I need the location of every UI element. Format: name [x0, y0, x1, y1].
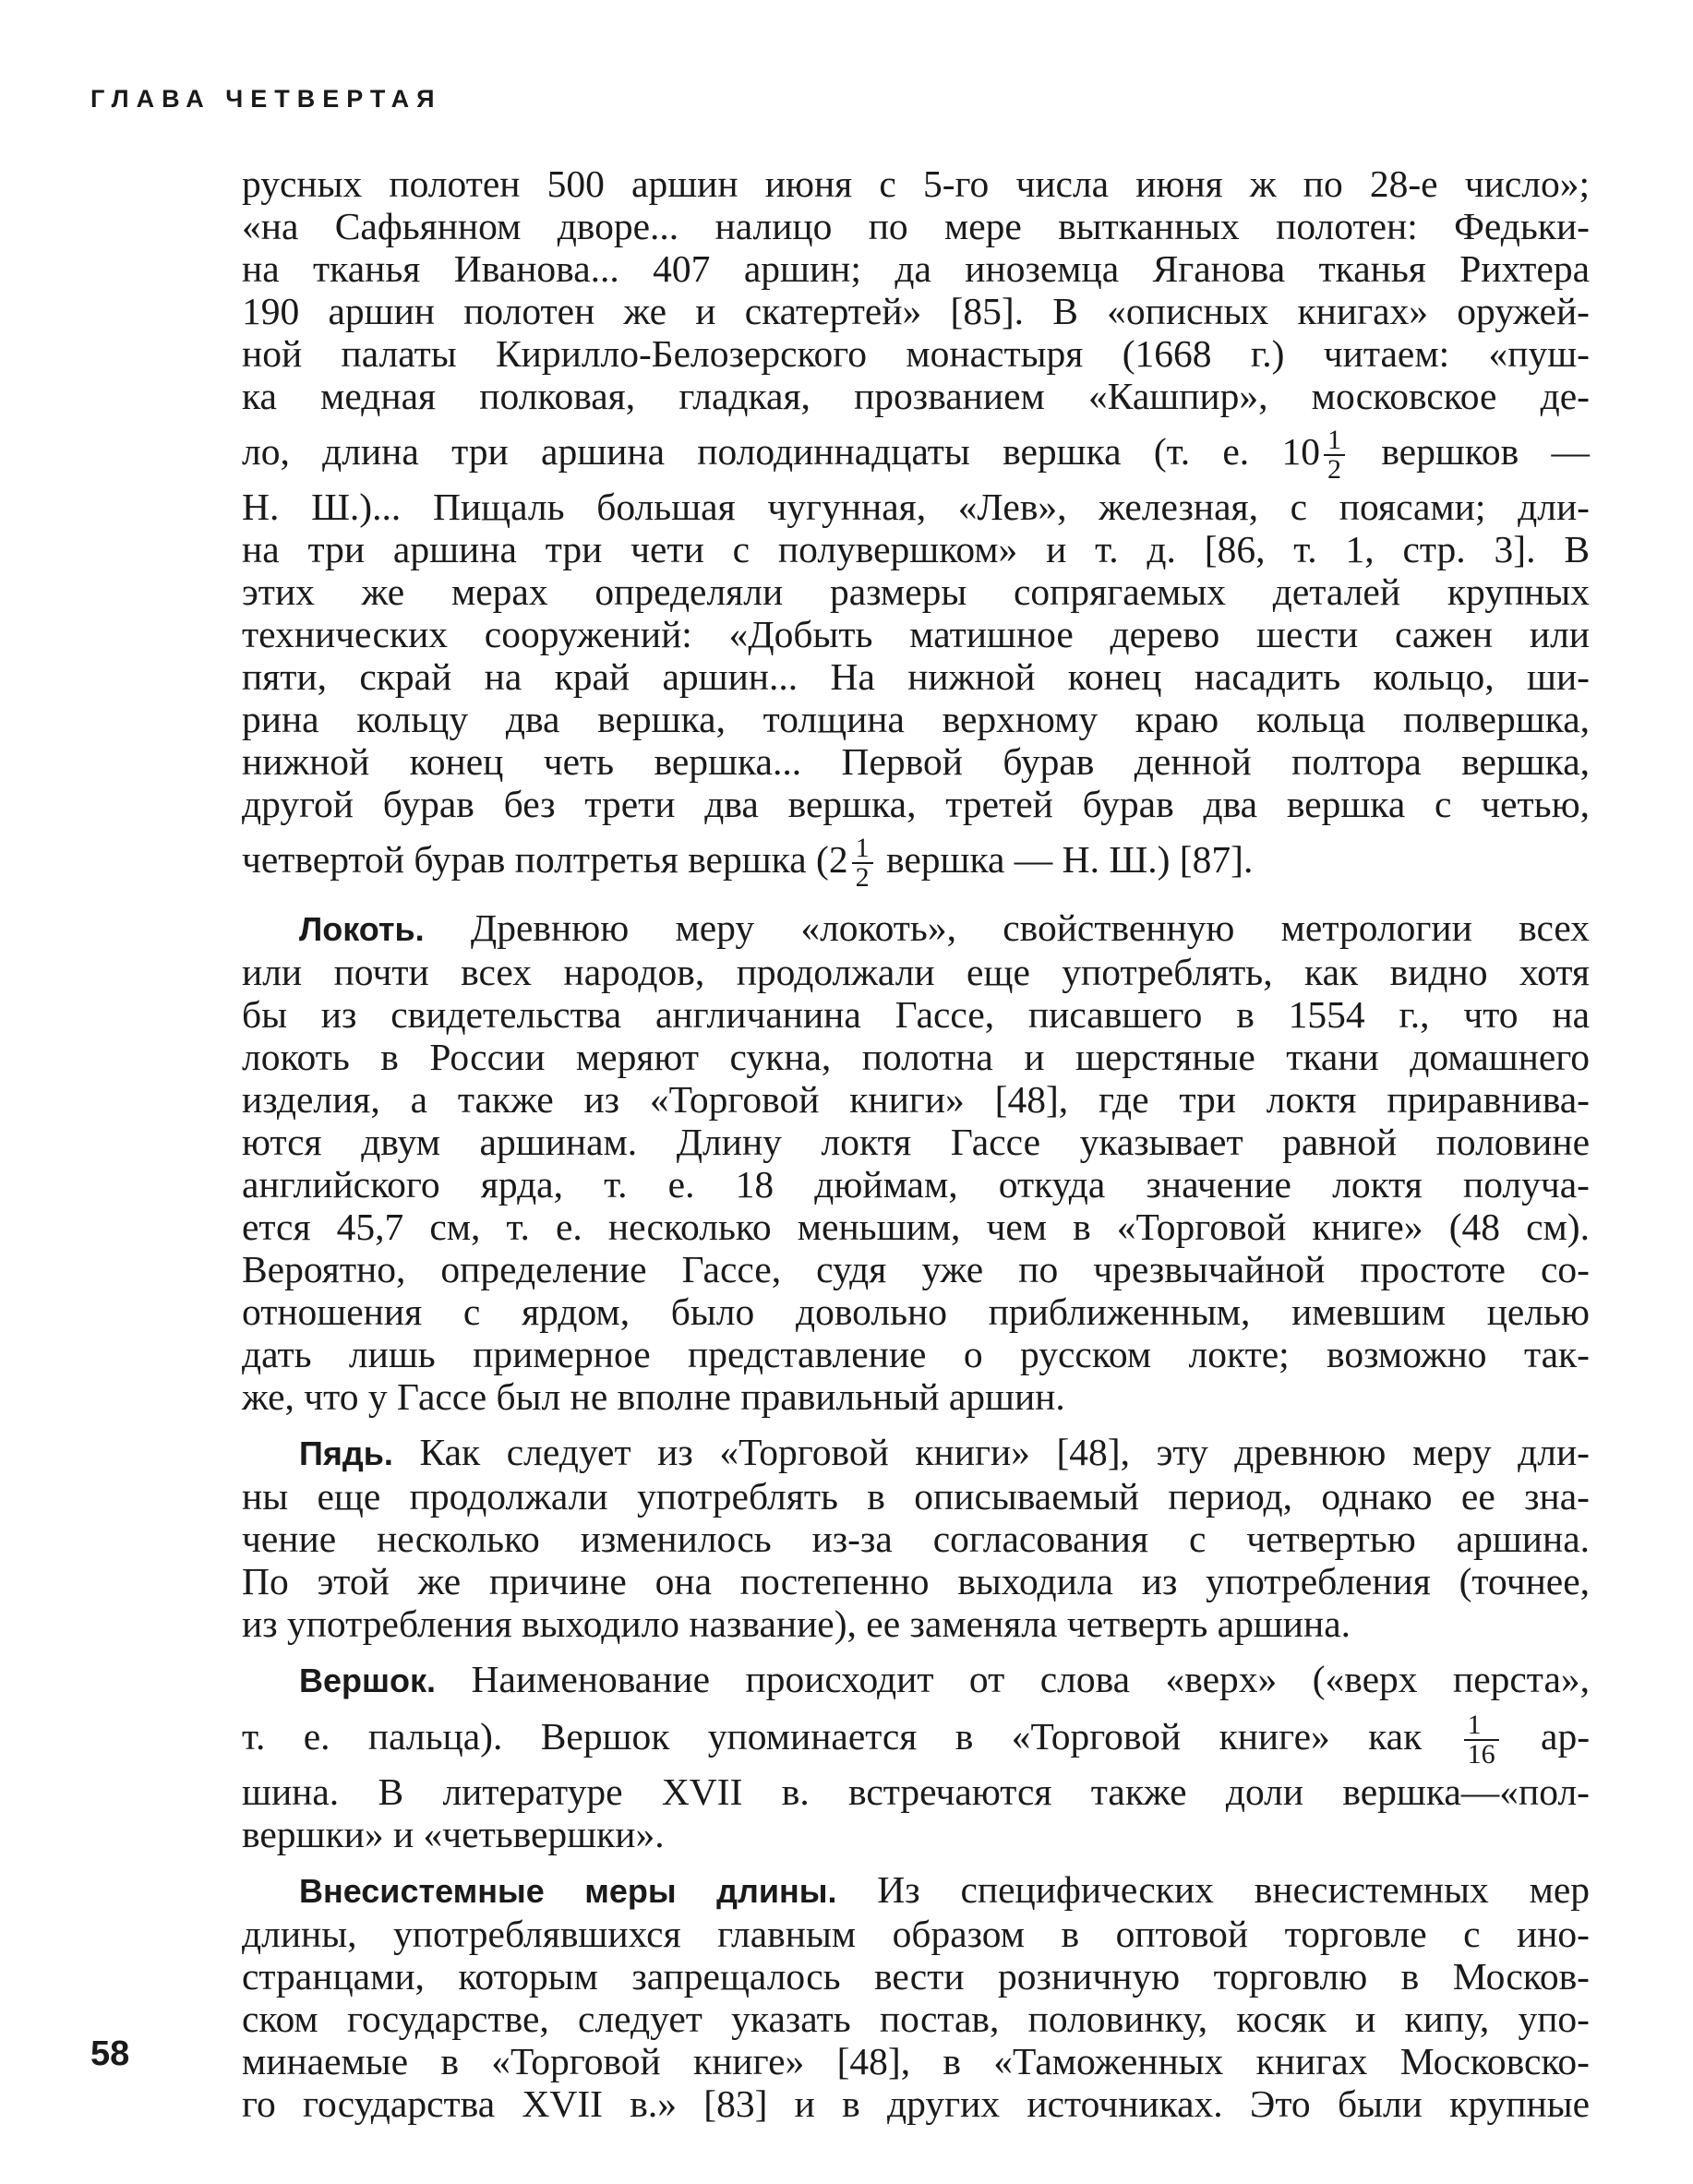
text-segment: вершков — — [1381, 430, 1590, 473]
text-line: на три аршина три чети с полувершком» и т. д. [86, т. 1, стр. 3]. В — [242, 528, 1590, 570]
text-line — [242, 1868, 1590, 1913]
text-line-with-fraction — [242, 825, 1590, 894]
text-line: чение несколько изменилось из-за согласования с четвертью аршина. — [242, 1518, 1590, 1560]
page-number: 58 — [90, 2034, 130, 2073]
text-line: Н. Ш.)... Пищаль большая чугунная, «Лев», железная, с поясами; дли- — [242, 486, 1590, 528]
text-line: локоть в России меряют сукна, полотна и шерстяные ткани домашнего — [242, 1036, 1590, 1078]
text-line: ются двум аршинам. Длину локтя Гассе указывает равной половине — [242, 1121, 1590, 1163]
text-line: рина кольцу два вершка, толщина верхному краю кольца полвершка, — [242, 698, 1590, 740]
text-line: этих же мерах определяли размеры сопрягаемых деталей крупных — [242, 570, 1590, 613]
text-line: ется 45,7 см, т. е. несколько меньшим, чем в «Торговой книге» (48 см). — [242, 1206, 1590, 1248]
fraction-numerator: 1 — [1464, 1711, 1499, 1741]
text-line: вершки» и «четьвершки». — [242, 1813, 665, 1855]
running-head: ГЛАВА ЧЕТВЕРТАЯ — [90, 85, 442, 113]
text-line — [242, 1431, 1590, 1475]
fraction-denominator: 16 — [1467, 1739, 1495, 1770]
text-line: 190 аршин полотен же и скатертей» [85]. В «описных книгах» оружей- — [242, 290, 1590, 332]
text-line: минаемые в «Торговой книге» [48], в «Таможенных книгах Московско- — [242, 2040, 1590, 2082]
text-line: ной палаты Кирилло-Белозерского монастыря (1668 г.) читаем: «пуш- — [242, 332, 1590, 375]
text-line-with-fraction — [242, 1702, 1590, 1770]
text-line: или почти всех народов, продолжали еще употреблять, как видно хотя — [242, 951, 1590, 993]
text-line: шина. В литературе XVII в. встречаются также доли вершка—«пол- — [242, 1770, 1590, 1813]
paragraph-vershok — [242, 1658, 1590, 1855]
paragraph-vnesistemnye — [242, 1868, 1590, 2125]
text-line: длины, употреблявшихся главным образом в оптовой торговле с ино- — [242, 1913, 1590, 1955]
text-segment: ар- — [1541, 1715, 1591, 1758]
text-line: ка медная полковая, гладкая, прозванием «Кашпир», московское де- — [242, 375, 1590, 417]
fraction-numerator: 1 — [852, 834, 873, 864]
text-line: «на Сафьянном дворе... налицо по мере вытканных полотен: Федьки- — [242, 205, 1590, 247]
section-heading: Внесистемные меры длины. — [299, 1872, 837, 1910]
section-heading: Вершок. — [299, 1662, 437, 1699]
body-text — [242, 162, 1590, 2125]
text-line — [242, 906, 1590, 951]
text-line: го государства XVII в.» [83] и в других источниках. Это были крупные — [242, 2082, 1590, 2125]
text-line: ны еще продолжали употреблять в описываемый период, однако ее зна- — [242, 1475, 1590, 1518]
fraction-numerator: 1 — [1324, 426, 1345, 456]
text-segment: четвертой бурав полтретья вершка (2 — [242, 838, 848, 881]
text-line: нижной конец четь вершка... Первой бурав денной полтора вершка, — [242, 740, 1590, 783]
text-line: технических сооружений: «Добыть матишное дерево шести сажен или — [242, 613, 1590, 655]
text-segment: Древнюю меру «локоть», свойственную метрологии всех — [470, 906, 1590, 949]
text-line: из употребления выходило название), ее заменяла четверть аршина. — [242, 1602, 1351, 1645]
text-line: изделия, а также из «Торговой книги» [48], где три локтя приравнива- — [242, 1078, 1590, 1121]
paragraph-continued — [242, 162, 1590, 894]
text-line: дать лишь примерное представление о русском локте; возможно так- — [242, 1333, 1590, 1375]
text-line: странцами, которым запрещалось вести розничную торговлю в Москов- — [242, 1955, 1590, 1998]
text-line: бы из свидетельства англичанина Гассе, писавшего в 1554 г., что на — [242, 993, 1590, 1036]
text-segment: т. е. пальца). Вершок упоминается в «Торговой книге» как — [242, 1715, 1423, 1758]
paragraph-lokot — [242, 906, 1590, 1418]
text-line: По этой же причине она постепенно выходила из употребления (точнее, — [242, 1560, 1590, 1602]
text-line: Вероятно, определение Гассе, судя уже по чрезвычайной простоте со- — [242, 1248, 1590, 1290]
text-line-with-fraction — [242, 417, 1590, 486]
text-line: другой бурав без трети два вершка, третей бурав два вершка с четью, — [242, 783, 1590, 825]
text-line: ском государстве, следует указать постав, половинку, косяк и кипу, упо- — [242, 1998, 1590, 2040]
text-segment: Из специфических внесистемных мер — [877, 1868, 1591, 1911]
text-line: пяти, скрай на край аршин... На нижной конец насадить кольцо, ши- — [242, 655, 1590, 698]
fraction-denominator: 2 — [1327, 454, 1341, 486]
text-segment: Как следует из «Торговой книги» [48], эту древнюю меру дли- — [419, 1431, 1590, 1473]
text-line — [242, 1658, 1590, 1702]
text-segment: ло, длина три аршина полодиннадцаты вершка (т. е. 10 — [242, 430, 1320, 473]
text-line: английского ярда, т. е. 18 дюймам, откуда значение локтя получа- — [242, 1163, 1590, 1206]
text-segment: Наименование происходит от слова «верх» («верх перста», — [471, 1658, 1590, 1700]
fraction — [1464, 1711, 1499, 1769]
text-line: отношения с ярдом, было довольно приближенным, имевшим целью — [242, 1290, 1590, 1333]
fraction — [1324, 426, 1345, 484]
paragraph-pyad — [242, 1431, 1590, 1645]
text-line: русных полотен 500 аршин июня с 5-го числа июня ж по 28-е число»; — [242, 162, 1590, 205]
text-line: же, что у Гассе был не вполне правильный аршин. — [242, 1375, 1065, 1418]
text-line: на тканья Иванова... 407 аршин; да иноземца Яганова тканья Рихтера — [242, 247, 1590, 290]
fraction-denominator: 2 — [855, 862, 870, 894]
text-segment: вершка — Н. Ш.) [87]. — [885, 838, 1254, 881]
fraction — [852, 834, 873, 892]
section-heading: Локоть. — [299, 910, 425, 948]
section-heading: Пядь. — [299, 1434, 393, 1472]
